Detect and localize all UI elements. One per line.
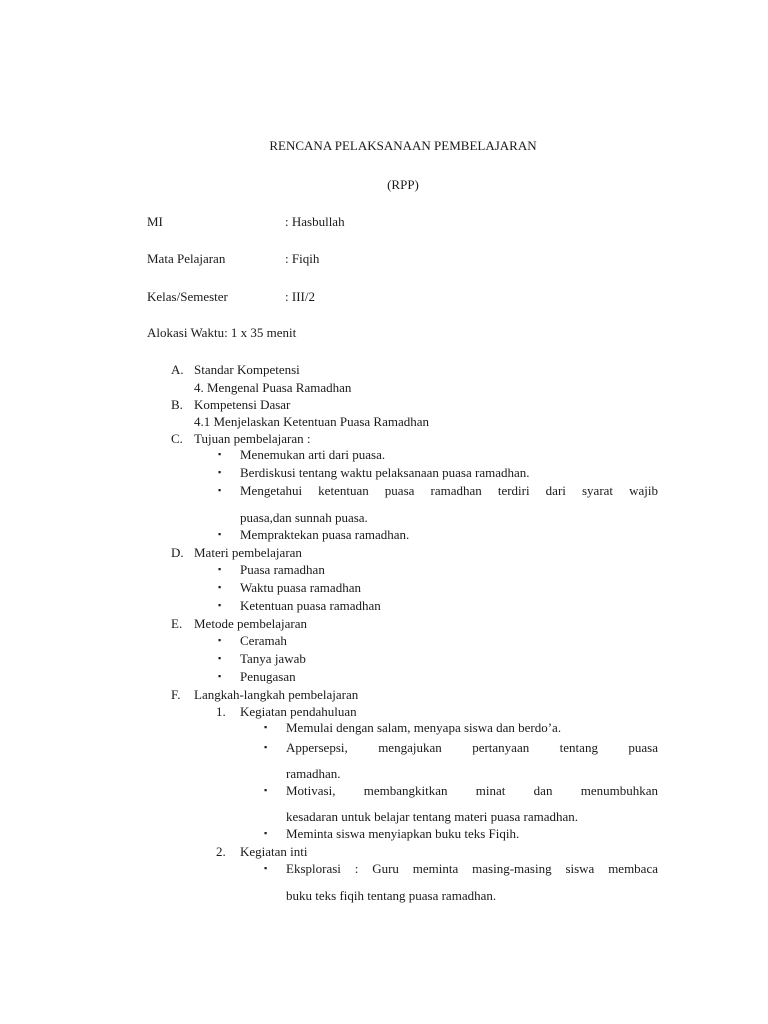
- bullet-icon: ▪: [264, 722, 268, 732]
- section-b-letter: B.: [171, 397, 183, 412]
- identity-label-kelas-semester: Kelas/Semester: [147, 289, 228, 304]
- section-d-title: Materi pembelajaran: [194, 545, 302, 560]
- bullet-icon: ▪: [264, 863, 268, 873]
- bullet-icon: ▪: [218, 582, 222, 592]
- section-e-letter: E.: [171, 616, 183, 631]
- section-b-line: 4.1 Menjelaskan Ketentuan Puasa Ramadhan: [194, 414, 430, 429]
- list-item: Tanya jawab: [240, 651, 306, 666]
- document-title: RENCANA PELAKSANAAN PEMBELAJARAN: [269, 138, 537, 153]
- list-item: Puasa ramadhan: [240, 562, 325, 577]
- list-item: Mempraktekan puasa ramadhan.: [240, 527, 410, 542]
- bullet-icon: ▪: [218, 635, 222, 645]
- section-a-title: Standar Kompetensi: [194, 362, 300, 377]
- list-item-continuation: puasa,dan sunnah puasa.: [240, 510, 368, 525]
- bullet-icon: ▪: [218, 653, 222, 663]
- alokasi-waktu: Alokasi Waktu: 1 x 35 menit: [147, 325, 297, 340]
- list-item-continuation: ramadhan.: [286, 766, 341, 781]
- bullet-icon: ▪: [264, 742, 268, 752]
- section-a-line: 4. Mengenal Puasa Ramadhan: [194, 380, 352, 395]
- identity-value-mata-pelajaran: : Fiqih: [285, 251, 320, 266]
- step-2-number: 2.: [216, 844, 226, 859]
- bullet-icon: ▪: [264, 785, 268, 795]
- bullet-icon: ▪: [218, 671, 222, 681]
- bullet-icon: ▪: [264, 828, 268, 838]
- section-e-title: Metode pembelajaran: [194, 616, 307, 631]
- bullet-icon: ▪: [218, 600, 222, 610]
- identity-value-kelas-semester: : III/2: [285, 289, 315, 304]
- section-d-letter: D.: [171, 545, 184, 560]
- section-f-title: Langkah-langkah pembelajaran: [194, 687, 359, 702]
- list-item: Memulai dengan salam, menyapa siswa dan berdo’a.: [286, 720, 562, 735]
- section-a-letter: A.: [171, 362, 184, 377]
- document-subtitle: (RPP): [387, 177, 419, 192]
- list-item: Appersepsi, mengajukan pertanyaan tentang puasa: [286, 740, 658, 755]
- list-item: Ketentuan puasa ramadhan: [240, 598, 381, 613]
- step-1-number: 1.: [216, 704, 226, 719]
- list-item: Eksplorasi : Guru meminta masing-masing siswa membaca: [286, 861, 658, 876]
- identity-label-mata-pelajaran: Mata Pelajaran: [147, 251, 226, 266]
- identity-value-mi: : Hasbullah: [285, 214, 345, 229]
- list-item: Meminta siswa menyiapkan buku teks Fiqih.: [286, 826, 520, 841]
- section-c-letter: C.: [171, 431, 183, 446]
- bullet-icon: ▪: [218, 564, 222, 574]
- list-item: Penugasan: [240, 669, 296, 684]
- list-item: Ceramah: [240, 633, 287, 648]
- bullet-icon: ▪: [218, 467, 222, 477]
- bullet-icon: ▪: [218, 449, 222, 459]
- list-item-continuation: buku teks fiqih tentang puasa ramadhan.: [286, 888, 497, 903]
- step-2-title: Kegiatan inti: [240, 844, 308, 859]
- step-1-title: Kegiatan pendahuluan: [240, 704, 357, 719]
- list-item: Waktu puasa ramadhan: [240, 580, 361, 595]
- section-b-title: Kompetensi Dasar: [194, 397, 291, 412]
- bullet-icon: ▪: [218, 529, 222, 539]
- section-f-letter: F.: [171, 687, 181, 702]
- list-item: Motivasi, membangkitkan minat dan menumbuhkan: [286, 783, 658, 798]
- section-c-title: Tujuan pembelajaran :: [194, 431, 311, 446]
- list-item: Mengetahui ketentuan puasa ramadhan terdiri dari syarat wajib: [240, 483, 658, 498]
- list-item: Berdiskusi tentang waktu pelaksanaan puasa ramadhan.: [240, 465, 530, 480]
- list-item: Menemukan arti dari puasa.: [240, 447, 386, 462]
- bullet-icon: ▪: [218, 485, 222, 495]
- identity-label-mi: MI: [147, 214, 163, 229]
- list-item-continuation: kesadaran untuk belajar tentang materi puasa ramadhan.: [286, 809, 579, 824]
